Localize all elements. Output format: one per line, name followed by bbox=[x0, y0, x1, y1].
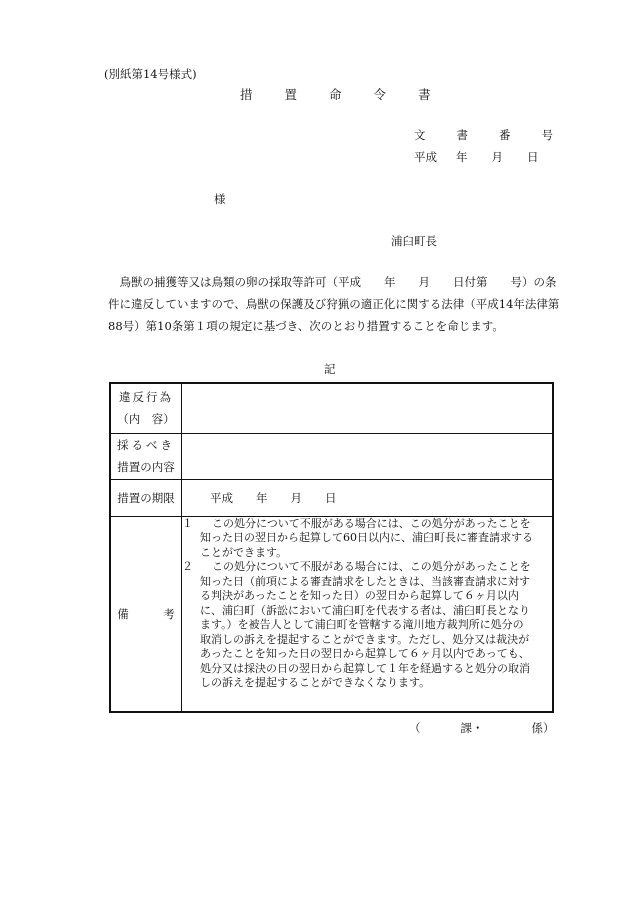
issue-date bbox=[414, 152, 539, 164]
docno-char: 文 bbox=[414, 128, 426, 142]
remark-text bbox=[200, 517, 552, 561]
table-row-measures bbox=[110, 433, 553, 479]
remark-text bbox=[200, 560, 552, 691]
footer-section: 課・ bbox=[460, 721, 484, 735]
footer-close: 係） bbox=[531, 721, 555, 735]
title-char: 措 bbox=[240, 87, 253, 102]
date-month: 月 bbox=[491, 150, 503, 164]
remarks-value bbox=[182, 516, 554, 712]
label-line: 採るべき bbox=[117, 438, 175, 452]
measures-label bbox=[110, 433, 182, 479]
remark-number: １ bbox=[182, 516, 193, 530]
violation-value[interactable] bbox=[182, 383, 554, 433]
title-char: 命 bbox=[329, 87, 342, 102]
remark-line: 取消しの訴えを提起することができます。ただし、処分又は裁決が bbox=[200, 632, 530, 646]
table-row-deadline bbox=[110, 479, 553, 516]
order-table bbox=[109, 382, 554, 713]
remark-line: この処分について不服がある場合には、この処分があったことを bbox=[212, 516, 531, 530]
remark-line: 知った日の翌日から起算して60日以内に、浦臼町長に審査請求する bbox=[200, 531, 533, 544]
title-char: 令 bbox=[373, 87, 387, 102]
deadline-value[interactable]: 平成 年 月 日 bbox=[182, 479, 554, 516]
body-line: 88号）第10条第１項の規定に基づき、次のとおり措置することを命じます。 bbox=[108, 319, 504, 333]
date-day: 日 bbox=[527, 150, 539, 164]
date-year: 年 bbox=[456, 150, 468, 164]
remark-line: ことができます。 bbox=[200, 545, 288, 559]
document-number bbox=[414, 130, 553, 142]
title-char: 書 bbox=[418, 87, 431, 102]
remark-number: ２ bbox=[182, 560, 193, 573]
deadline-label: 措置の期限 bbox=[110, 479, 182, 516]
docno-char: 書 bbox=[456, 128, 468, 142]
order-body bbox=[108, 271, 560, 337]
label-line: （内 容） bbox=[117, 412, 175, 427]
remark-item bbox=[182, 560, 552, 691]
document-title bbox=[240, 89, 431, 102]
table-row-remarks bbox=[110, 516, 553, 712]
remark-line: ます。）を被告人として浦臼町を管轄する滝川地方裁判所に処分の bbox=[200, 618, 524, 631]
ki-heading: 記 bbox=[324, 362, 336, 376]
label-line: 措置の内容 bbox=[117, 460, 175, 474]
remark-line: あったことを知った日の翌日から起算して６ヶ月以内であっても、 bbox=[200, 647, 530, 660]
department-footer bbox=[409, 723, 555, 735]
remark-line: 知った日（前項による審査請求をしたときは、当該審査請求に対す bbox=[200, 574, 530, 588]
form-number: (別紙第14号様式) bbox=[104, 67, 197, 81]
remark-line: しの訴えを提起することができなくなります。 bbox=[200, 676, 431, 689]
remarks-label: 備 考 bbox=[110, 516, 182, 712]
body-line: 鳥獣の捕獲等又は鳥類の卵の採取等許可（平成 年 月 日付第 号）の条 bbox=[108, 275, 557, 289]
label-line: 違反行為 bbox=[119, 390, 173, 405]
violation-label bbox=[110, 383, 182, 433]
remark-line: に、浦臼町（訴訟において浦臼町を代表する者は、浦臼町長となり bbox=[200, 603, 530, 617]
table-row-violation bbox=[110, 383, 553, 433]
footer-open: （ bbox=[409, 721, 421, 735]
issuer: 浦臼町長 bbox=[391, 234, 437, 248]
remark-item bbox=[182, 517, 552, 561]
docno-char: 番 bbox=[499, 128, 511, 142]
addressee: 様 bbox=[214, 192, 226, 206]
docno-char: 号 bbox=[541, 128, 553, 142]
remark-line: る判決があったことを知った日）の翌日から起算して６ヶ月以内 bbox=[200, 589, 519, 602]
remark-line: 処分又は採決の日の翌日から起算して１年を経過すると処分の取消 bbox=[200, 661, 530, 675]
measures-value[interactable] bbox=[182, 433, 554, 479]
date-era: 平成 bbox=[414, 150, 437, 164]
title-char: 置 bbox=[284, 87, 298, 102]
body-line: 件に違反していますので、鳥獣の保護及び狩猟の適正化に関する法律（平成14年法律第 bbox=[108, 297, 560, 311]
remark-line: この処分について不服がある場合には、この処分があったことを bbox=[212, 560, 531, 573]
